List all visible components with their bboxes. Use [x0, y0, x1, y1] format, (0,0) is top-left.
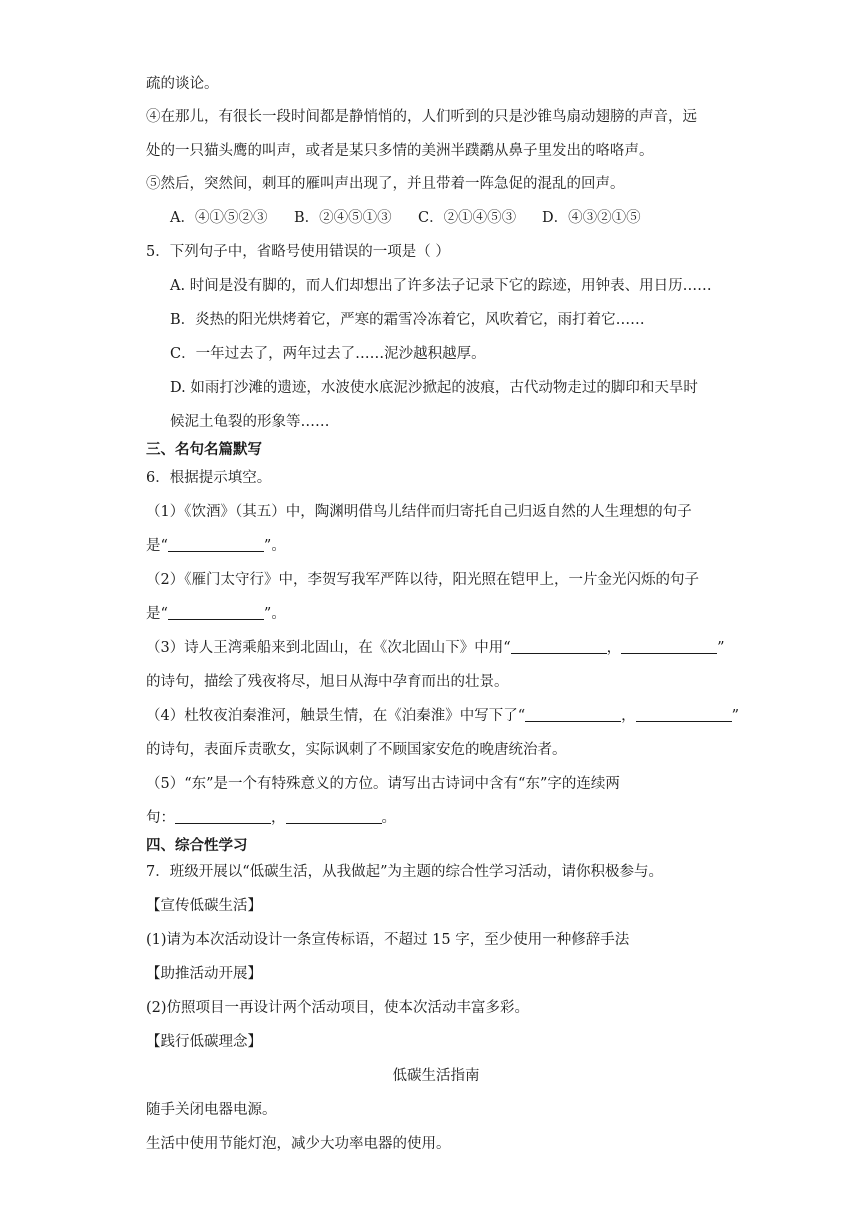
q7-1-text: (1)请为本次活动设计一条宣传标语，不超过 15 字，至少使用一种修辞手法 — [146, 932, 630, 948]
q5-option-a: A. 时间是没有脚的，而人们却想出了许多法子记录下它的踪迹，用钟表、用日历…… — [170, 278, 712, 294]
q6-2-text: （2）《雁门太守行》中，李贺写我军严阵以待，阳光照在铠甲上，一片金光闪烁的句子 — [146, 572, 699, 588]
passage-line: 疏的谈论。 — [146, 76, 219, 92]
text: ” — [731, 708, 740, 724]
q6-4-cont: 的诗句，表面斥责歌女，实际讽刺了不顾国家安危的晚唐统治者。 — [146, 742, 567, 758]
passage-line: ⑤然后，突然间，刺耳的雁叫声出现了，并且带着一阵急促的混乱的回声。 — [146, 176, 625, 192]
text: ” — [717, 640, 725, 656]
passage-line: 处的一只猫头鹰的叫声，或者是某只多情的美洲半蹼鹬从鼻子里发出的咯咯声。 — [146, 143, 654, 159]
subheading: 【宣传低碳生活】 — [146, 898, 262, 914]
answer-blank[interactable] — [525, 707, 621, 722]
answer-blank[interactable] — [168, 537, 264, 552]
section-heading-3: 三、名句名篇默写 — [146, 442, 262, 458]
guide-item: 随手关闭电器电源。 — [146, 1102, 277, 1118]
answer-blank[interactable] — [511, 639, 607, 654]
text: 。 — [381, 810, 396, 826]
q4-option-b: B．②④⑤①③ — [294, 210, 392, 226]
q5-option-d: D. 如雨打沙滩的遗迹，水波使水底泥沙掀起的波痕，古代动物走过的脚印和天旱时 — [170, 380, 698, 396]
q6-1-answer-line — [146, 536, 286, 556]
text: （4）杜牧夜泊秦淮河，触景生情，在《泊秦淮》中写下了“ — [146, 708, 526, 724]
q5-option-b: B．炎热的阳光烘烤着它，严寒的霜雪冷冻着它，风吹着它，雨打着它…… — [170, 312, 645, 328]
q4-options — [170, 208, 641, 228]
answer-blank[interactable] — [286, 809, 382, 824]
answer-blank[interactable] — [168, 605, 264, 620]
q7-stem: 7．班级开展以“低碳生活，从我做起”为主题的综合性学习活动，请你积极参与。 — [146, 864, 664, 880]
answer-blank[interactable] — [636, 707, 732, 722]
q4-option-a: A．④①⑤②③ — [170, 210, 268, 226]
text: ， — [606, 640, 622, 656]
answer-blank[interactable] — [621, 639, 717, 654]
text: 是“ — [146, 606, 168, 622]
q6-4-text — [146, 706, 739, 726]
q6-1-text: （1）《饮酒》（其五）中，陶渊明借鸟儿结伴而归寄托自己归返自然的人生理想的句子 — [146, 504, 692, 520]
guide-item: 生活中使用节能灯泡，减少大功率电器的使用。 — [146, 1136, 451, 1152]
q6-3-text — [146, 638, 725, 658]
subheading: 【践行低碳理念】 — [146, 1034, 262, 1050]
text: ”。 — [263, 606, 286, 622]
answer-blank[interactable] — [175, 809, 271, 824]
q6-5-text: （5）“东”是一个有特殊意义的方位。请写出古诗词中含有“东”字的连续两 — [146, 776, 620, 792]
q6-stem: 6．根据提示填空。 — [146, 470, 272, 486]
section-heading-4: 四、综合性学习 — [146, 838, 248, 854]
q6-3-cont: 的诗句，描绘了残夜将尽，旭日从海中孕育而出的壮景。 — [146, 674, 509, 690]
passage-line: ④在那儿，有很长一段时间都是静悄悄的，人们听到的只是沙锥鸟扇动翅膀的声音，远 — [146, 109, 697, 125]
guide-title: 低碳生活指南 — [392, 1068, 480, 1084]
text: ”。 — [263, 538, 286, 554]
subheading: 【助推活动开展】 — [146, 966, 262, 982]
text: 是“ — [146, 538, 168, 554]
q7-2-text: (2)仿照项目一再设计两个活动项目，使本次活动丰富多彩。 — [146, 1000, 530, 1016]
q5-option-d-cont: 候泥土龟裂的形象等…… — [170, 414, 330, 430]
text: ， — [271, 810, 286, 826]
q4-option-d: D．④③②①⑤ — [542, 210, 641, 226]
q6-2-answer-line — [146, 604, 286, 624]
text: ， — [621, 708, 636, 724]
q6-5-answer-line — [146, 808, 396, 828]
q5-stem: 5．下列句子中，省略号使用错误的一项是（ ） — [146, 244, 450, 260]
q5-option-c: C．一年过去了，两年过去了……泥沙越积越厚。 — [170, 346, 486, 362]
text: （3）诗人王湾乘船来到北固山，在《次北固山下》中用“ — [146, 640, 511, 656]
q4-option-c: C．②①④⑤③ — [418, 210, 517, 226]
text: 句： — [146, 810, 175, 826]
